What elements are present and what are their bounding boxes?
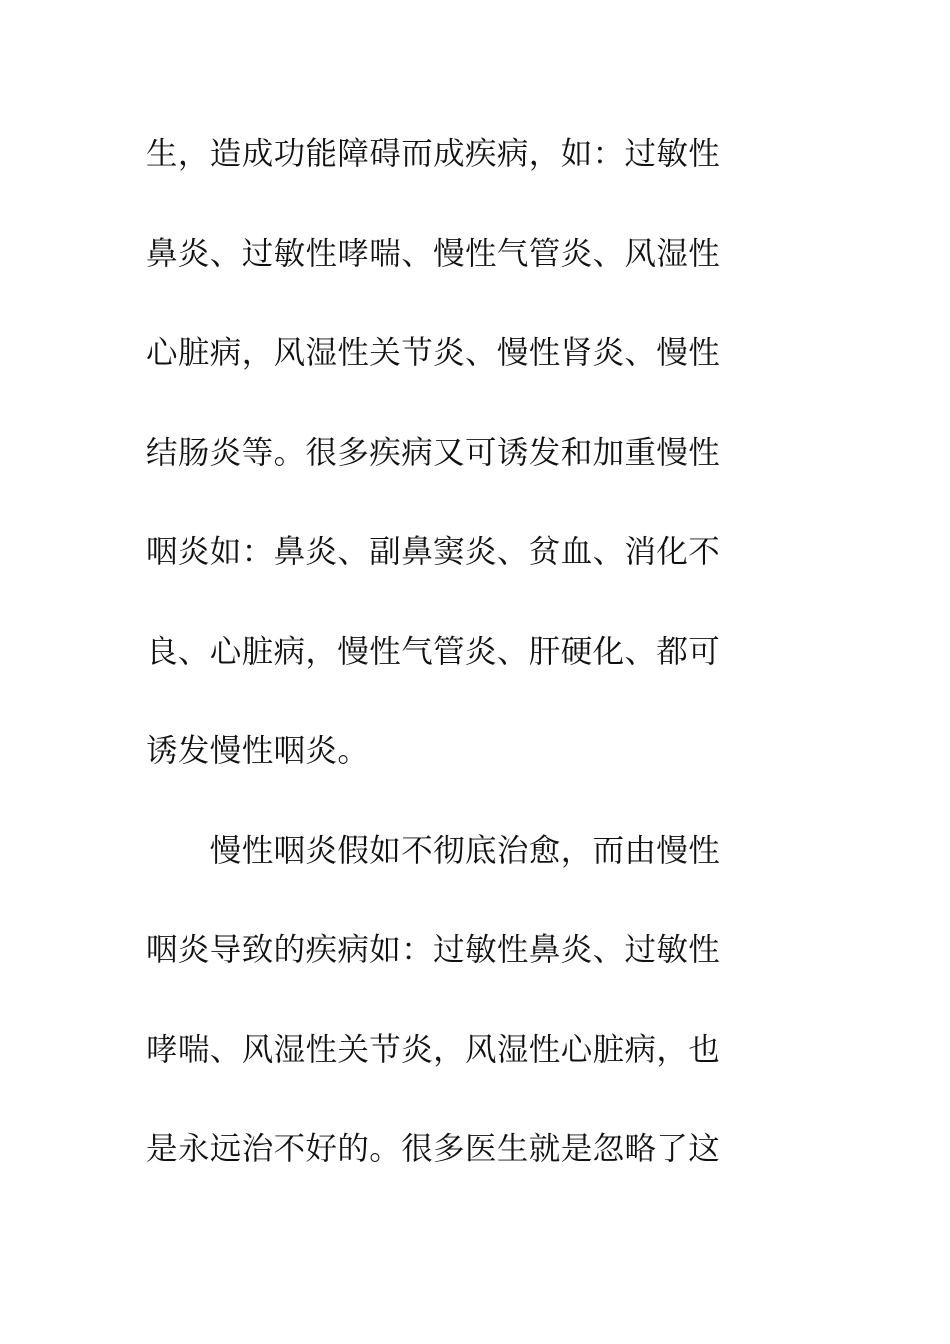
text-line: 生，造成功能障碍而成疾病，如：过敏性 — [146, 136, 721, 172]
text-line: 诱发慢性咽炎。 — [146, 733, 370, 769]
text-line: 咽炎导致的疾病如：过敏性鼻炎、过敏性 — [146, 932, 721, 968]
text-line: 结肠炎等。很多疾病又可诱发和加重慢性 — [146, 434, 721, 471]
text-line: 慢性咽炎假如不彻底治愈，而由慢性 — [146, 832, 721, 869]
body-text — [146, 124, 786, 1219]
text-line: 咽炎如：鼻炎、副鼻窦炎、贫血、消化不 — [146, 534, 721, 570]
text-line: 是永远治不好的。很多医生就是忽略了这 — [146, 1131, 721, 1167]
text-line: 哮喘、风湿性关节炎，风湿性心脏病，也 — [146, 1031, 721, 1068]
text-line: 心脏病，风湿性关节炎、慢性肾炎、慢性 — [146, 335, 721, 371]
text-line: 良、心脏病，慢性气管炎、肝硬化、都可 — [146, 633, 721, 670]
text-line: 鼻炎、过敏性哮喘、慢性气管炎、风湿性 — [146, 235, 721, 272]
